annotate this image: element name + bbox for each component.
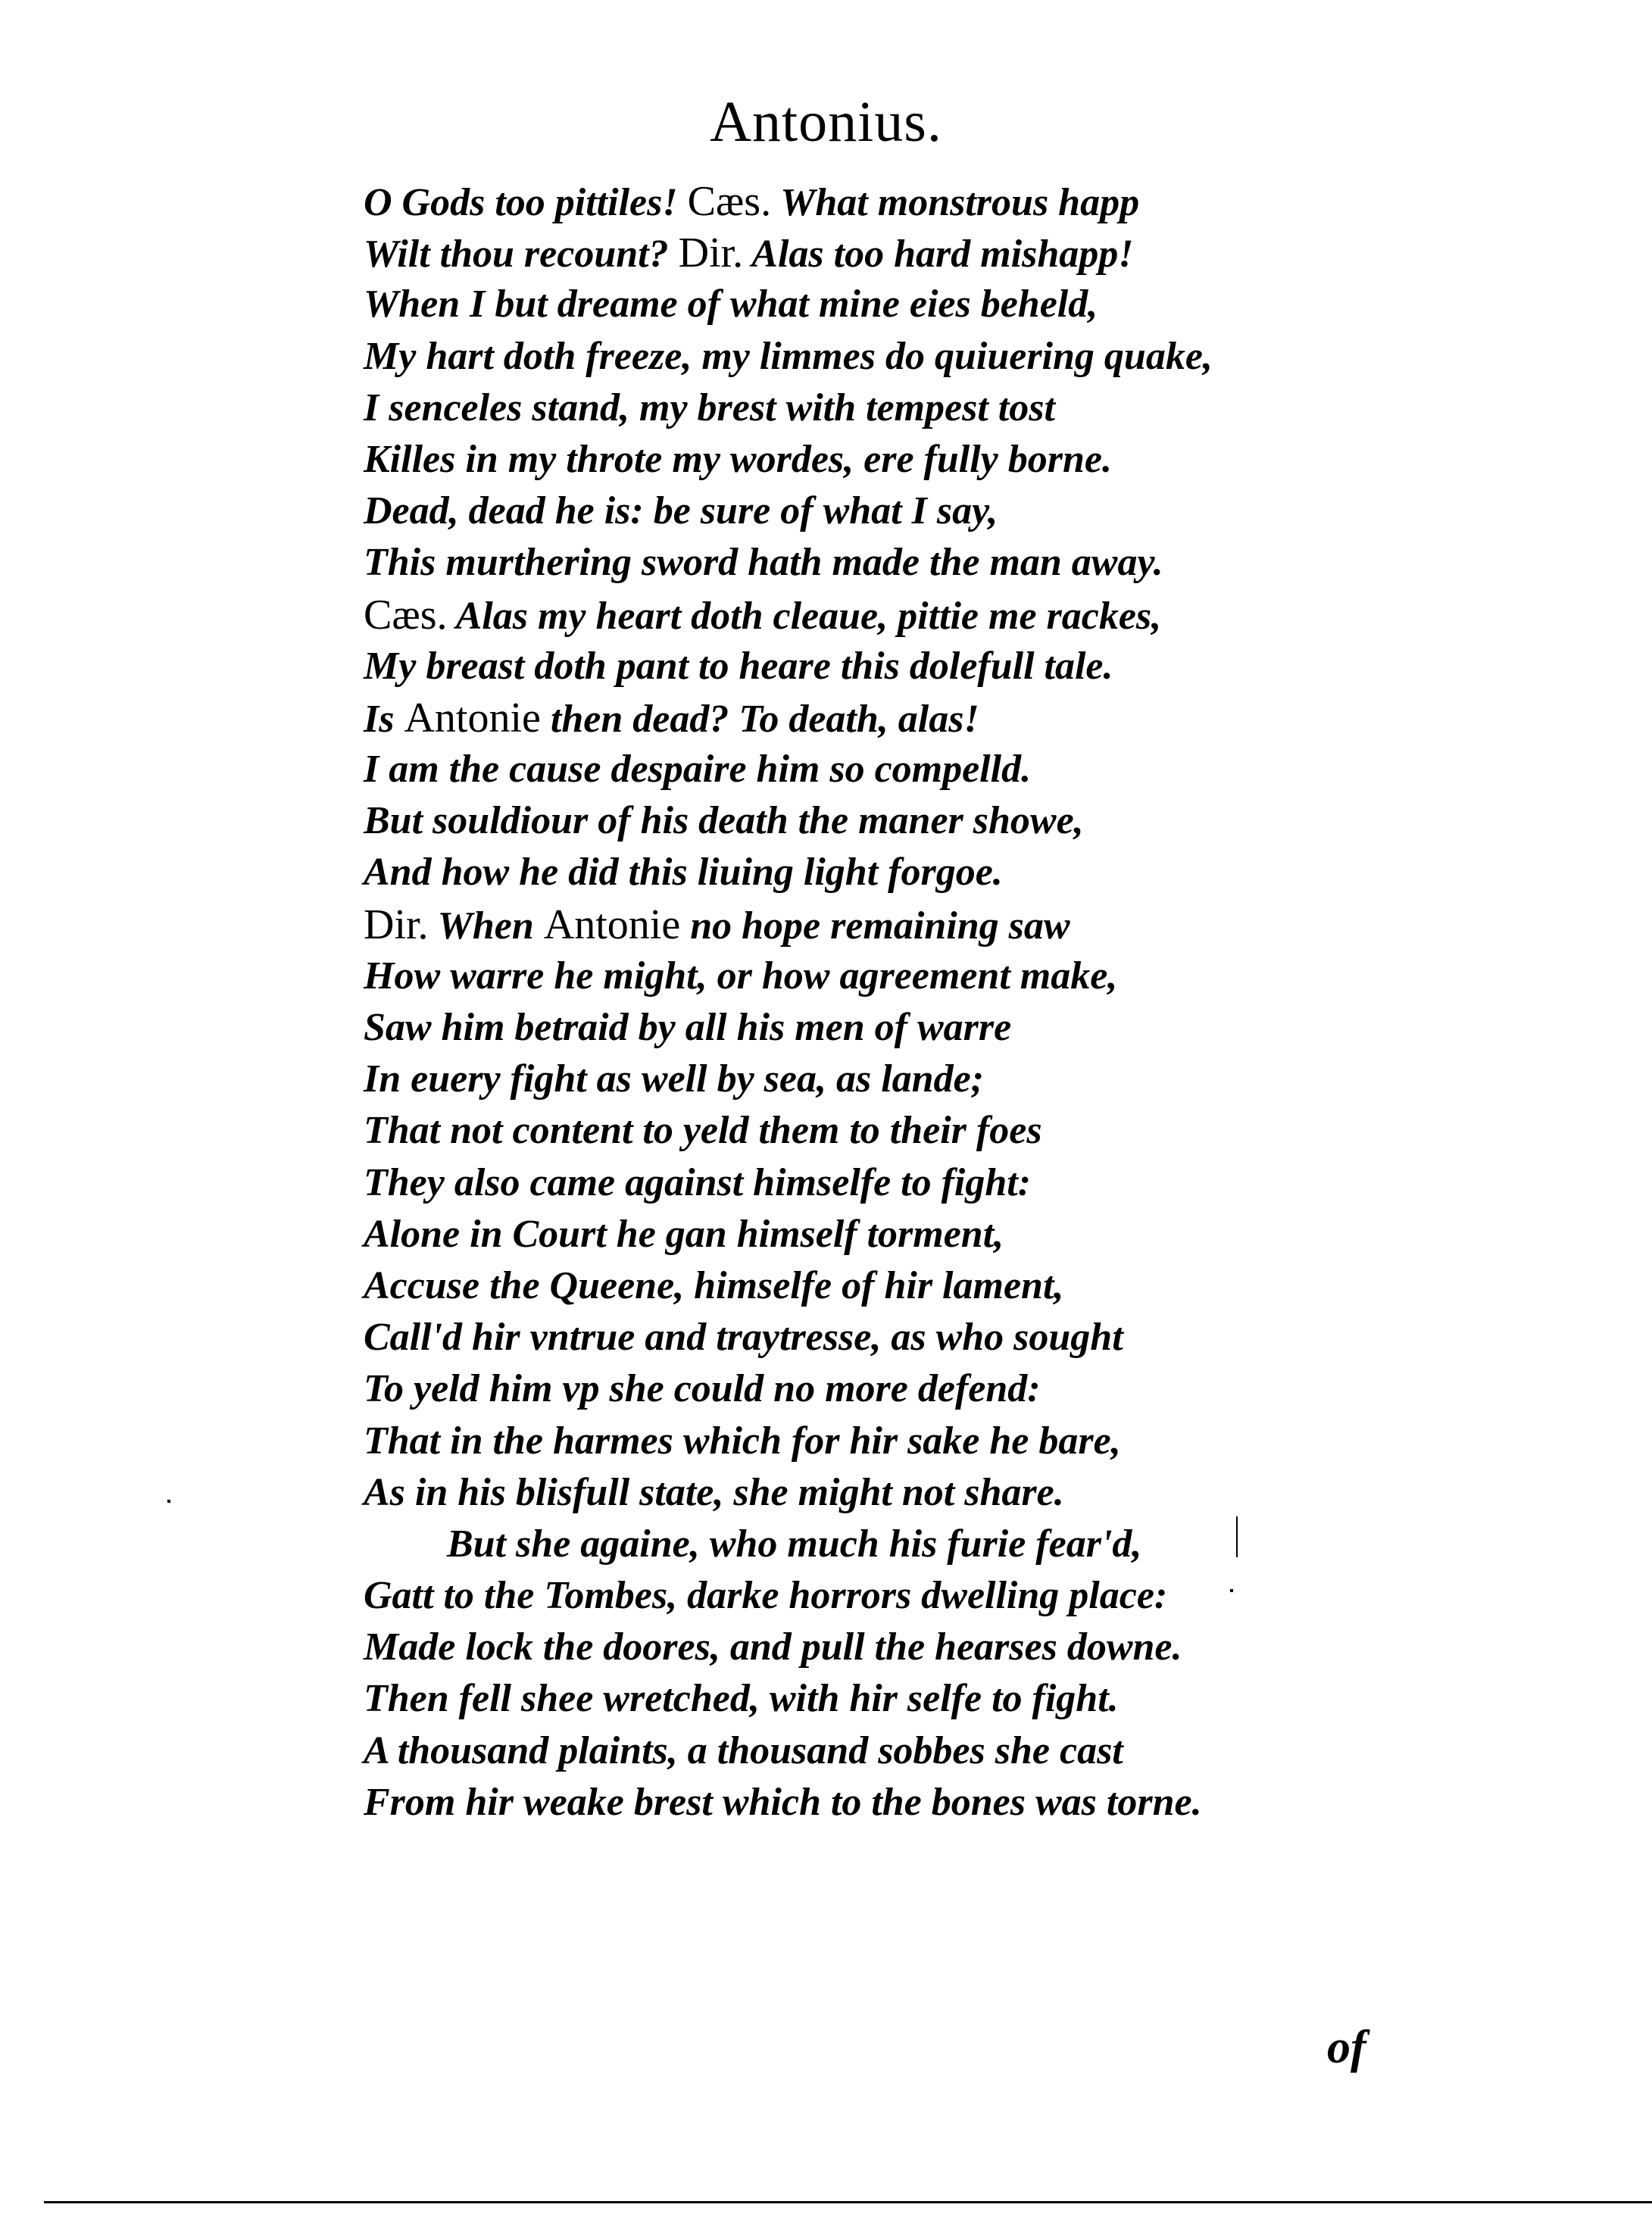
roman-name: Antonie [404,694,541,742]
verse-text: O Gods too pittiles! [364,181,688,224]
verse-line [364,1002,1409,1054]
verse-text: Alone in Court he gan himself torment, [364,1212,1004,1256]
verse-text: Alas too hard mishapp! [743,233,1134,276]
verse-line [364,744,1409,795]
verse-text: That not content to yeld them to their foes [364,1109,1042,1153]
verse-line [364,227,1409,279]
verse-text: Saw him betraid by all his men of warre [364,1006,1012,1049]
ink-speck [167,1500,170,1503]
verse-line [364,641,1409,692]
verse-line [364,795,1409,847]
verse-text: I am the cause despaire him so compelld. [364,748,1032,792]
verse-text: Dead, dead he is: be sure of what I say, [364,489,998,533]
verse-text: I senceles stand, my brest with tempest tost [364,386,1055,429]
verse-text: But she againe, who much his furie fear'd, [447,1522,1142,1566]
verse-text: Then fell shee wretched, with hir selfe to fight. [364,1677,1119,1721]
verse-text: What monstrous happ [771,181,1140,224]
verse-line [364,951,1409,1002]
verse-line [364,589,1409,641]
verse-line [364,899,1409,951]
roman-name: Cæs. [687,178,772,225]
ink-speck [1230,1589,1233,1592]
roman-name: Dir. [364,901,429,948]
verse-text: When [428,904,544,948]
verse-line [364,1725,1409,1777]
verse-line [364,1157,1409,1209]
verse-line [364,1622,1409,1673]
verse-line [364,1673,1409,1725]
verse-text: Accuse the Queene, himselfe of hir lament, [364,1263,1064,1307]
verse-line [364,847,1409,898]
verse-line [364,1519,1409,1570]
verse-line [364,1105,1409,1157]
verse-line [364,1467,1409,1519]
verse-text: From hir weake brest which to the bones was torne. [364,1780,1202,1824]
verse-text: Made lock the doores, and pull the hearses downe. [364,1625,1182,1669]
verse-text: That in the harmes which for hir sake he bare, [364,1419,1121,1463]
verse-text: Is [364,697,404,741]
verse-line [364,331,1409,383]
roman-name: Dir. [678,230,744,277]
verse-line [364,1209,1409,1260]
verse-line [364,486,1409,537]
verse-line [364,1312,1409,1363]
verse-line [364,176,1409,227]
verse-line [364,1416,1409,1467]
verse-text: In euery fight as well by sea, as lande; [364,1057,984,1101]
verse-text: This murthering sword hath made the man away. [364,541,1163,585]
verse-text: As in his blisfull state, she might not share. [364,1470,1064,1514]
verse-text: But souldiour of his death the maner showe, [364,799,1084,843]
verse-text: Alas my heart doth cleaue, pittie me rackes, [447,594,1162,638]
running-head: Antonius. [710,90,942,154]
verse-line [364,383,1409,434]
verse-line [364,434,1409,486]
verse-line [364,692,1409,744]
verse-text: Gatt to the Tombes, darke horrors dwelling place: [364,1574,1168,1618]
verse-text: How warre he might, or how agreement make, [364,954,1118,998]
verse-line [364,1777,1409,1828]
verse-line [364,537,1409,589]
verse-line [364,1260,1409,1312]
roman-name: Cæs. [364,591,448,639]
verse-text: They also came against himselfe to fight: [364,1160,1032,1204]
verse-text: Killes in my throte my wordes, ere fully borne. [364,437,1112,481]
verse-text: A thousand plaints, a thousand sobbes she cast [364,1728,1123,1772]
verse-text: Call'd hir vntrue and traytresse, as who sought [364,1316,1123,1360]
verse-line [364,1054,1409,1105]
verse-line [364,279,1409,330]
verse-line [364,1363,1409,1415]
verse-text: then dead? To death, alas! [540,697,979,741]
roman-name: Antonie [543,901,681,948]
verse-text: My hart doth freeze, my limmes do quiuering quake, [364,334,1213,378]
verse-text: no hope remaining saw [680,904,1070,948]
verse-text: Wilt thou recount? [364,233,679,276]
verse-text: When I but dreame of what mine eies beheld, [364,283,1098,326]
verse-text: And how he did this liuing light forgoe. [364,851,1003,895]
bottom-rule [44,2201,1652,2203]
verse-block [364,176,1409,1828]
catchword: of [1327,2022,1366,2073]
ink-speck [1236,1516,1238,1557]
verse-line [364,1570,1409,1622]
verse-text: To yeld him vp she could no more defend: [364,1367,1041,1411]
verse-text: My breast doth pant to heare this dolefull tale. [364,644,1113,688]
